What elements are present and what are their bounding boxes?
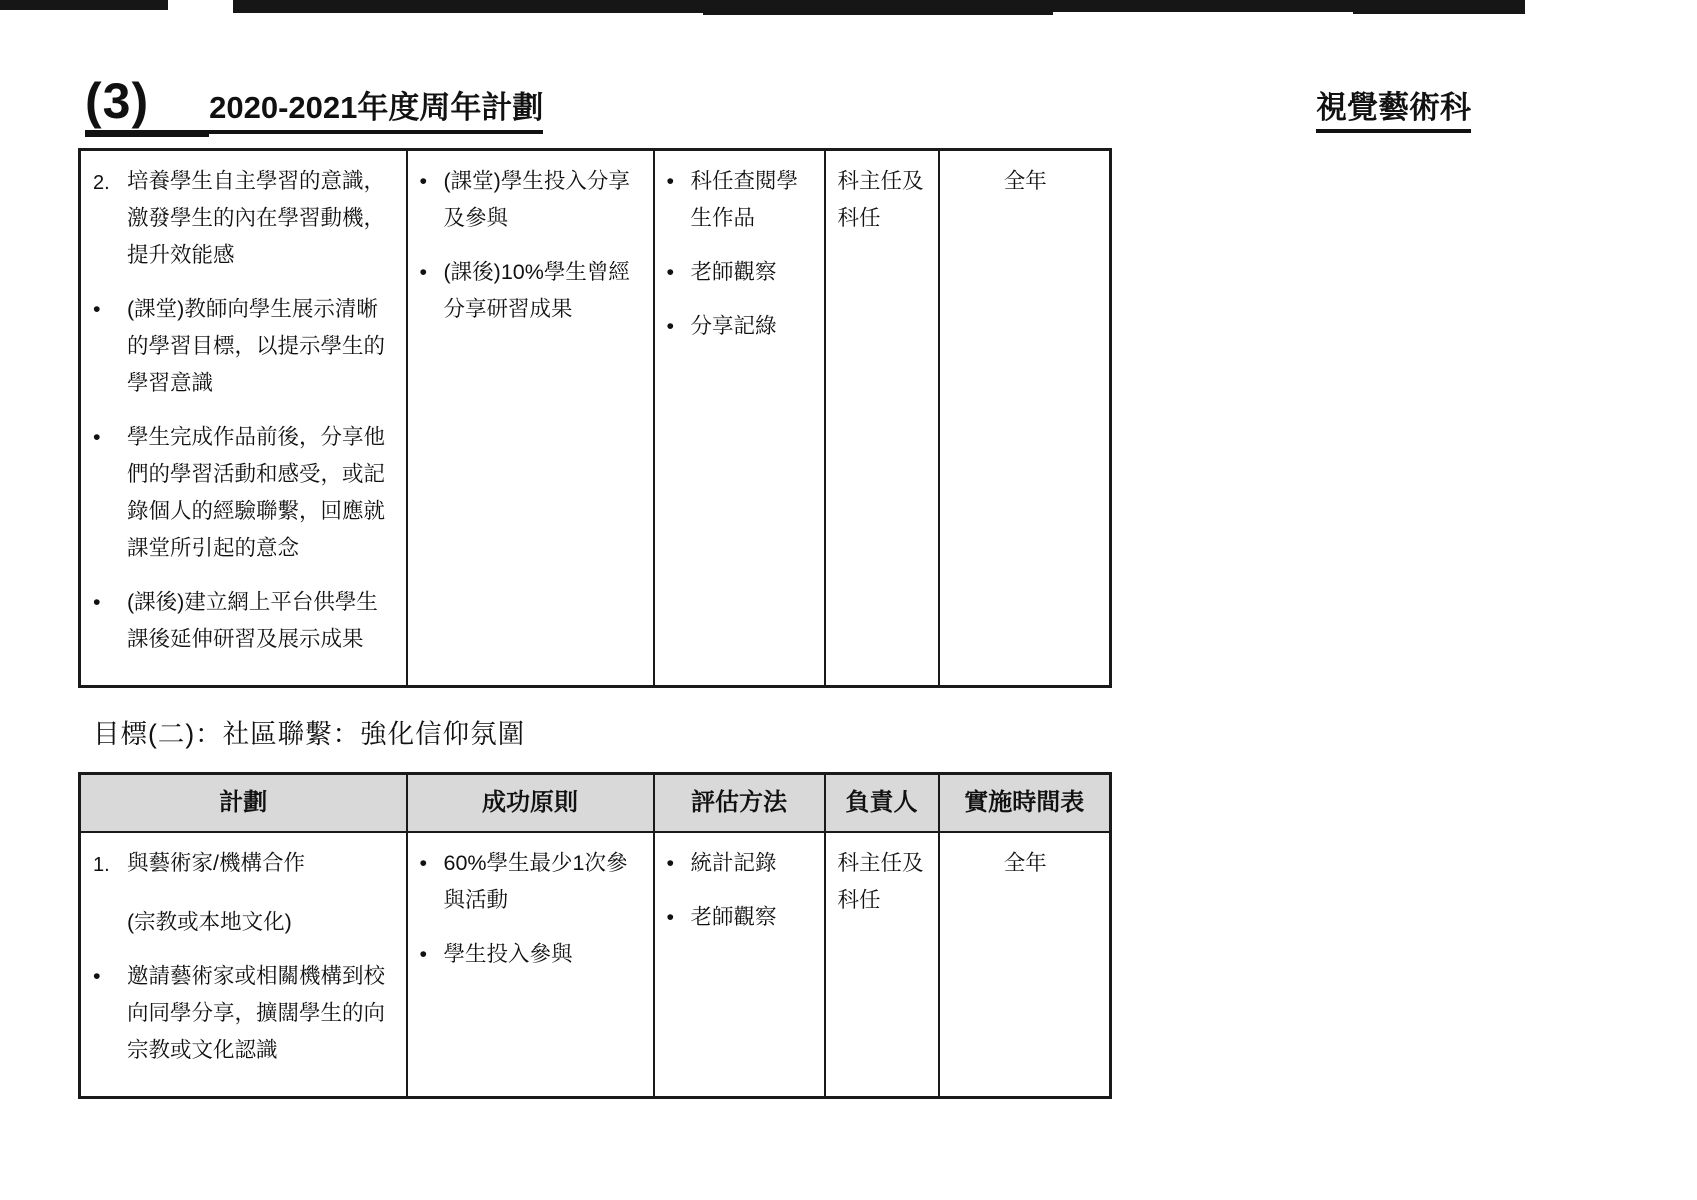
responsible-text: 科主任及科任 [837,169,924,230]
plan-cell [80,150,407,687]
evaluation-cell [654,832,825,1098]
success-text: (課後)10%學生曾經分享研習成果 [443,260,630,321]
plan-text: 與藝術家/機構合作 [127,850,305,875]
list-item [667,845,814,882]
plan-bullet-text: (課堂)教師向學生展示清晰的學習目標，以提示學生的學習意識 [127,297,386,395]
evaluation-text: 分享記綠 [690,314,777,338]
responsible-text: 科主任及科任 [837,850,924,912]
table-row [80,832,1111,1098]
list-item [420,254,643,328]
page-header [85,72,1471,137]
scan-artifact-strip [0,0,1697,18]
bullet-icon: • [419,941,428,966]
list-item [667,308,814,345]
success-text: 60%學生最少1次參與活動 [443,850,628,912]
column-header-success: 成功原則 [407,774,654,832]
plan-bullet-text: (課後)建立網上平台供學生課後延伸研習及展示成果 [127,590,378,651]
evaluation-cell [654,150,825,687]
list-item [667,163,814,237]
list-item [420,845,643,919]
bullet-icon: • [666,260,675,284]
bullet-icon: • [666,314,675,338]
responsible-cell [825,832,939,1098]
page-title: 2020-2021年度周年計劃 [209,82,543,134]
bullet-icon: • [666,904,675,929]
bullet-icon: • [419,169,428,193]
plan-note: (宗教或本地文化) [127,909,292,934]
numbered-item [93,845,396,884]
evaluation-text: 老師觀察 [690,904,777,929]
bullet-icon: • [419,260,428,284]
list-item [93,584,396,658]
goal-2-heading: 目標(二)：社區聯繫：強化信仰氛圍 [93,719,526,749]
column-header-schedule: 實施時間表 [939,774,1111,832]
plan-bullet-text: 邀請藝術家或相關機構到校向同學分享，擴闊學生的向宗教或文化認識 [127,963,386,1062]
schedule-cell [939,150,1111,687]
item-number: 2. [93,172,110,194]
plan-text: 培養學生自主學習的意識，激發學生的內在學習動機，提升效能感 [127,169,386,267]
subject-title: 視覺藝術科 [1316,82,1471,133]
schedule-text: 全年 [1003,850,1047,875]
list-item [93,958,396,1069]
bullet-icon: • [93,297,101,321]
schedule-cell [939,832,1111,1098]
responsible-cell [825,150,939,687]
list-item [667,254,814,291]
plan-bullet-text: 學生完成作品前後，分享他們的學習活動和感受，或記錄個人的經驗聯繫，回應就課堂所引起的意念 [127,425,386,560]
list-item [420,163,643,237]
section-number: (3) [85,72,209,137]
schedule-text: 全年 [1003,169,1047,193]
table-row [80,150,1111,687]
list-item [667,899,814,936]
column-header-responsible: 負責人 [825,774,939,832]
plan-cell [80,832,407,1098]
title-group [85,72,543,137]
success-text: 學生投入參與 [443,941,573,966]
list-item [93,291,396,402]
bullet-icon: • [666,850,675,875]
column-header-plan: 計劃 [80,774,407,832]
list-item [93,419,396,567]
table-header-row [80,774,1111,832]
success-criteria-cell [407,832,654,1098]
evaluation-text: 統計記錄 [690,850,777,875]
bullet-icon: • [666,169,675,193]
evaluation-text: 科任查閱學生作品 [690,169,799,230]
annual-plan-table-continued [78,148,1112,688]
success-text: (課堂)學生投入分享及參與 [443,169,630,230]
bullet-icon: • [419,850,428,875]
success-criteria-cell [407,150,654,687]
goal-2-plan-table [78,772,1112,1099]
column-header-evaluation: 評估方法 [654,774,825,832]
list-item [420,936,643,973]
evaluation-text: 老師觀察 [690,260,777,284]
bullet-icon: • [93,963,101,988]
bullet-icon: • [93,425,101,449]
item-number: 1. [93,853,110,876]
bullet-icon: • [93,590,101,614]
numbered-item [93,163,396,274]
